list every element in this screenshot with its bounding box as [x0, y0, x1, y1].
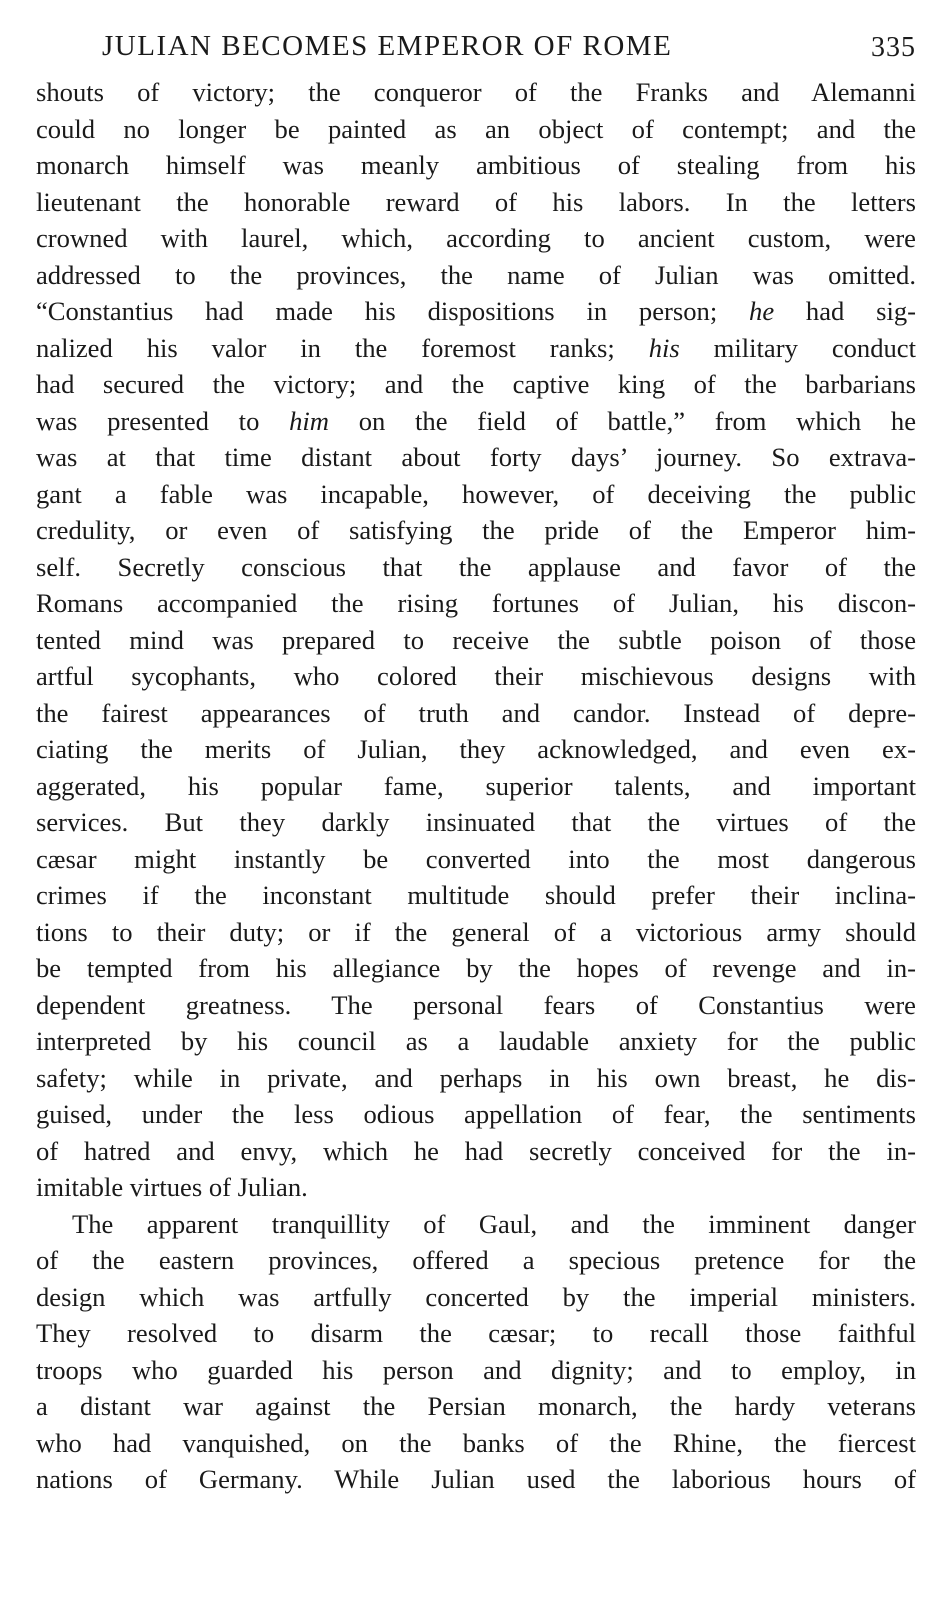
- text-segment: monarch himself was meanly ambitious of stealing from his: [36, 150, 916, 180]
- text-segment: dependent greatness. The personal fears of Constantius were: [36, 989, 916, 1020]
- text-segment: aggerated, his popular fame, superior talents, and important: [36, 770, 916, 801]
- text-segment: could no longer be painted as an object of contempt; and the: [36, 113, 916, 144]
- text-segment: self. Secretly conscious that the applause and favor of the: [36, 551, 916, 582]
- text-segment: imitable virtues of Julian.: [36, 1172, 308, 1202]
- text-segment: had secured the victory; and the captive king of the barbarians: [36, 369, 916, 399]
- text-line: [36, 1206, 916, 1243]
- text-segment: of the eastern provinces, offered a specious pretence for the: [36, 1245, 916, 1275]
- book-page: [36, 22, 916, 1498]
- text-line: [36, 804, 916, 841]
- text-line: [36, 403, 916, 440]
- text-line: [36, 439, 916, 476]
- text-line: [36, 512, 916, 549]
- text-segment: “Constantius had made his dispositions in person;: [36, 296, 750, 326]
- text-line: [36, 1169, 916, 1206]
- italic-emphasis: his: [648, 332, 680, 363]
- text-segment: Romans accompanied the rising fortunes of Julian, his discon-: [36, 588, 916, 618]
- text-segment: a distant war against the Persian monarch, the hardy veterans: [36, 1391, 916, 1421]
- italic-emphasis: him: [289, 405, 329, 436]
- text-line: [36, 1242, 916, 1279]
- text-segment: was presented to: [36, 405, 290, 436]
- running-header: [36, 22, 916, 74]
- text-line: [36, 695, 916, 732]
- text-segment: services. But they darkly insinuated that the virtues of the: [36, 807, 916, 837]
- text-line: [36, 366, 916, 403]
- text-segment: lieutenant the honorable reward of his labors. In the letters: [36, 186, 916, 217]
- text-segment: troops who guarded his person and dignity; and to employ, in: [36, 1354, 916, 1385]
- text-line: [36, 293, 916, 330]
- text-segment: nalized his valor in the foremost ranks;: [36, 332, 649, 363]
- text-segment: They resolved to disarm the cæsar; to recall those faithful: [36, 1318, 916, 1348]
- text-line: [36, 731, 916, 768]
- text-line: [36, 622, 916, 659]
- text-segment: be tempted from his allegiance by the hopes of revenge and in-: [36, 953, 916, 983]
- text-segment: who had vanquished, on the banks of the Rhine, the fiercest: [36, 1427, 916, 1458]
- text-line: [36, 220, 916, 257]
- text-line: [36, 950, 916, 987]
- text-line: [36, 987, 916, 1024]
- text-line: [36, 914, 916, 951]
- text-line: [36, 147, 916, 184]
- text-segment: of hatred and envy, which he had secretly conceived for the in-: [36, 1135, 916, 1166]
- paragraph: [36, 74, 916, 1206]
- text-segment: military conduct: [679, 332, 916, 363]
- text-segment: tented mind was prepared to receive the subtle poison of those: [36, 624, 916, 655]
- text-segment: crimes if the inconstant multitude should prefer their inclina-: [36, 880, 916, 910]
- text-line: [36, 1096, 916, 1133]
- text-segment: on the field of battle,” from which he: [328, 405, 916, 436]
- text-line: [36, 74, 916, 111]
- text-segment: credulity, or even of satisfying the pride of the Emperor him-: [36, 515, 916, 545]
- text-segment: interpreted by his council as a laudable anxiety for the public: [36, 1026, 916, 1056]
- text-segment: ciating the merits of Julian, they acknowledged, and even ex-: [36, 734, 916, 764]
- text-line: [36, 1060, 916, 1097]
- paragraph: [36, 1206, 916, 1498]
- text-segment: tions to their duty; or if the general of a victorious army should: [36, 916, 916, 947]
- text-line: [36, 768, 916, 805]
- body-text: [36, 74, 916, 1498]
- italic-emphasis: he: [749, 296, 775, 326]
- text-line: [36, 330, 916, 367]
- chapter-title: JULIAN BECOMES EMPEROR OF ROME: [102, 30, 673, 62]
- text-segment: had sig-: [774, 296, 916, 326]
- text-line: [36, 658, 916, 695]
- text-line: [36, 1315, 916, 1352]
- text-segment: guised, under the less odious appellation of fear, the sentiments: [36, 1099, 916, 1129]
- text-line: [36, 585, 916, 622]
- text-line: [36, 1023, 916, 1060]
- text-segment: addressed to the provinces, the name of Julian was omitted.: [36, 259, 916, 290]
- text-line: [36, 257, 916, 294]
- text-segment: design which was artfully concerted by the imperial ministers.: [36, 1281, 916, 1312]
- text-line: [36, 476, 916, 513]
- text-segment: artful sycophants, who colored their mischievous designs with: [36, 661, 916, 691]
- text-line: [36, 184, 916, 221]
- text-segment: was at that time distant about forty days’ journey. So extrava-: [36, 442, 916, 472]
- text-line: [36, 877, 916, 914]
- text-line: [36, 1388, 916, 1425]
- text-line: [36, 1352, 916, 1389]
- text-line: [36, 549, 916, 586]
- text-segment: crowned with laurel, which, according to ancient custom, were: [36, 223, 916, 253]
- text-line: [36, 1133, 916, 1170]
- page-number: 335: [871, 32, 916, 63]
- text-segment: cæsar might instantly be converted into the most dangerous: [36, 843, 916, 874]
- text-line: [36, 1461, 916, 1498]
- text-segment: shouts of victory; the conqueror of the Franks and Alemanni: [36, 77, 916, 107]
- text-line: [36, 1425, 916, 1462]
- text-segment: nations of Germany. While Julian used the laborious hours of: [36, 1464, 916, 1494]
- text-line: [36, 1279, 916, 1316]
- text-segment: gant a fable was incapable, however, of deceiving the public: [36, 478, 916, 509]
- text-segment: The apparent tranquillity of Gaul, and the imminent danger: [72, 1208, 916, 1239]
- text-line: [36, 841, 916, 878]
- text-segment: the fairest appearances of truth and candor. Instead of depre-: [36, 697, 916, 728]
- text-line: [36, 111, 916, 148]
- text-segment: safety; while in private, and perhaps in his own breast, he dis-: [36, 1062, 916, 1093]
